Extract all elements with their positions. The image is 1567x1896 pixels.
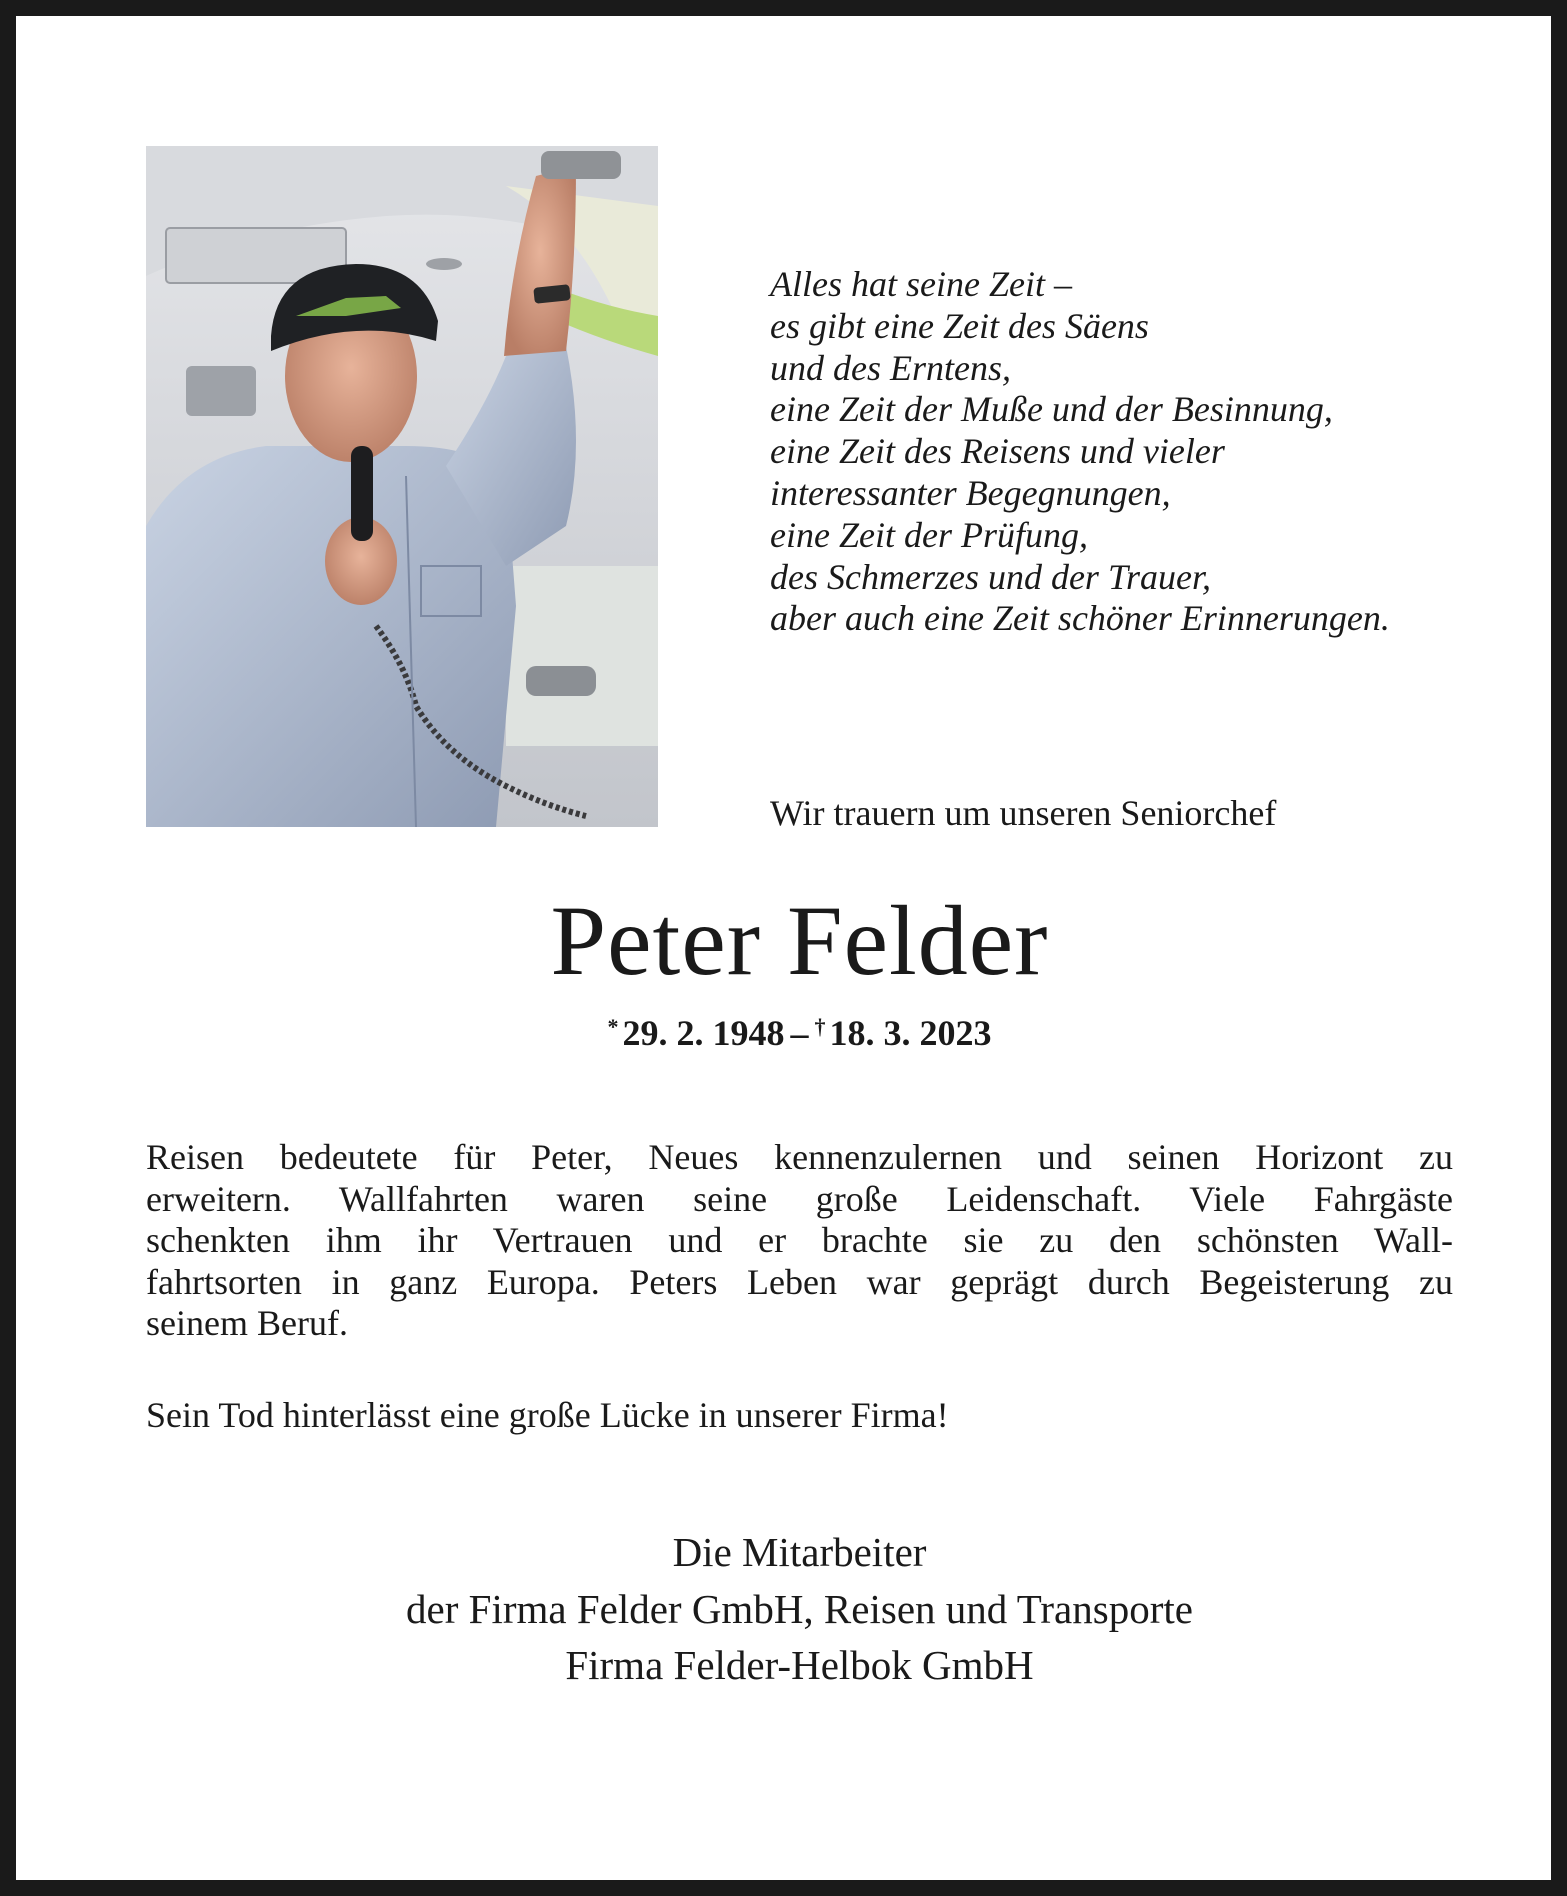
poem-line: Alles hat seine Zeit – <box>770 264 1072 304</box>
signoff-line: Firma Felder-Helbok GmbH <box>565 1642 1034 1688</box>
biography-line: fahrtsorten in ganz Europa. Peters Leben war geprägt durch Begeisterung zu <box>146 1261 1453 1302</box>
poem-line: eine Zeit der Muße und der Besinnung, <box>770 389 1333 430</box>
announcement-text: Wir trauern um unseren Seniorchef <box>770 793 1277 833</box>
date-separator: – <box>790 1013 809 1053</box>
death-date: 18. 3. 2023 <box>829 1013 992 1053</box>
birth-date: 29. 2. 1948 <box>622 1013 785 1053</box>
closing-sentence: Sein Tod hinterlässt eine große Lücke in unserer Firma! <box>146 1395 949 1435</box>
biography-line: Reisen bedeutete für Peter, Neues kennenzulernen und seinen Horizont zu <box>146 1137 1453 1177</box>
poem-line: interessanter Begegnungen, <box>770 472 1171 513</box>
biography-paragraph <box>146 1137 1453 1345</box>
biography-line: seinem Beruf. <box>146 1303 348 1344</box>
poem-line: des Schmerzes und der Trauer, <box>770 556 1211 597</box>
poem-line: eine Zeit der Prüfung, <box>770 514 1088 555</box>
signoff <box>16 1524 1567 1694</box>
poem-line: eine Zeit des Reisens und vieler <box>770 431 1225 472</box>
life-dates <box>16 1010 1567 1056</box>
birth-symbol: * <box>607 1014 619 1039</box>
poem <box>770 264 1490 640</box>
poem-line: es gibt eine Zeit des Säens <box>770 305 1149 346</box>
poem-line: aber auch eine Zeit schöner Erinnerungen. <box>770 598 1390 639</box>
poem-line: und des Erntens, <box>770 347 1011 388</box>
portrait-photo <box>146 146 658 827</box>
deceased-name: Peter Felder <box>550 885 1049 996</box>
biography-line: schenkten ihm ihr Vertrauen und er brachte sie zu den schönsten Wall- <box>146 1220 1453 1261</box>
signoff-line: Die Mitarbeiter <box>672 1529 927 1575</box>
portrait-illustration <box>146 146 658 827</box>
biography-line: erweitern. Wallfahrten waren seine große Leidenschaft. Viele Fahrgäste <box>146 1178 1453 1219</box>
signoff-line: der Firma Felder GmbH, Reisen und Transporte <box>406 1585 1193 1632</box>
death-symbol: † <box>814 1014 826 1039</box>
